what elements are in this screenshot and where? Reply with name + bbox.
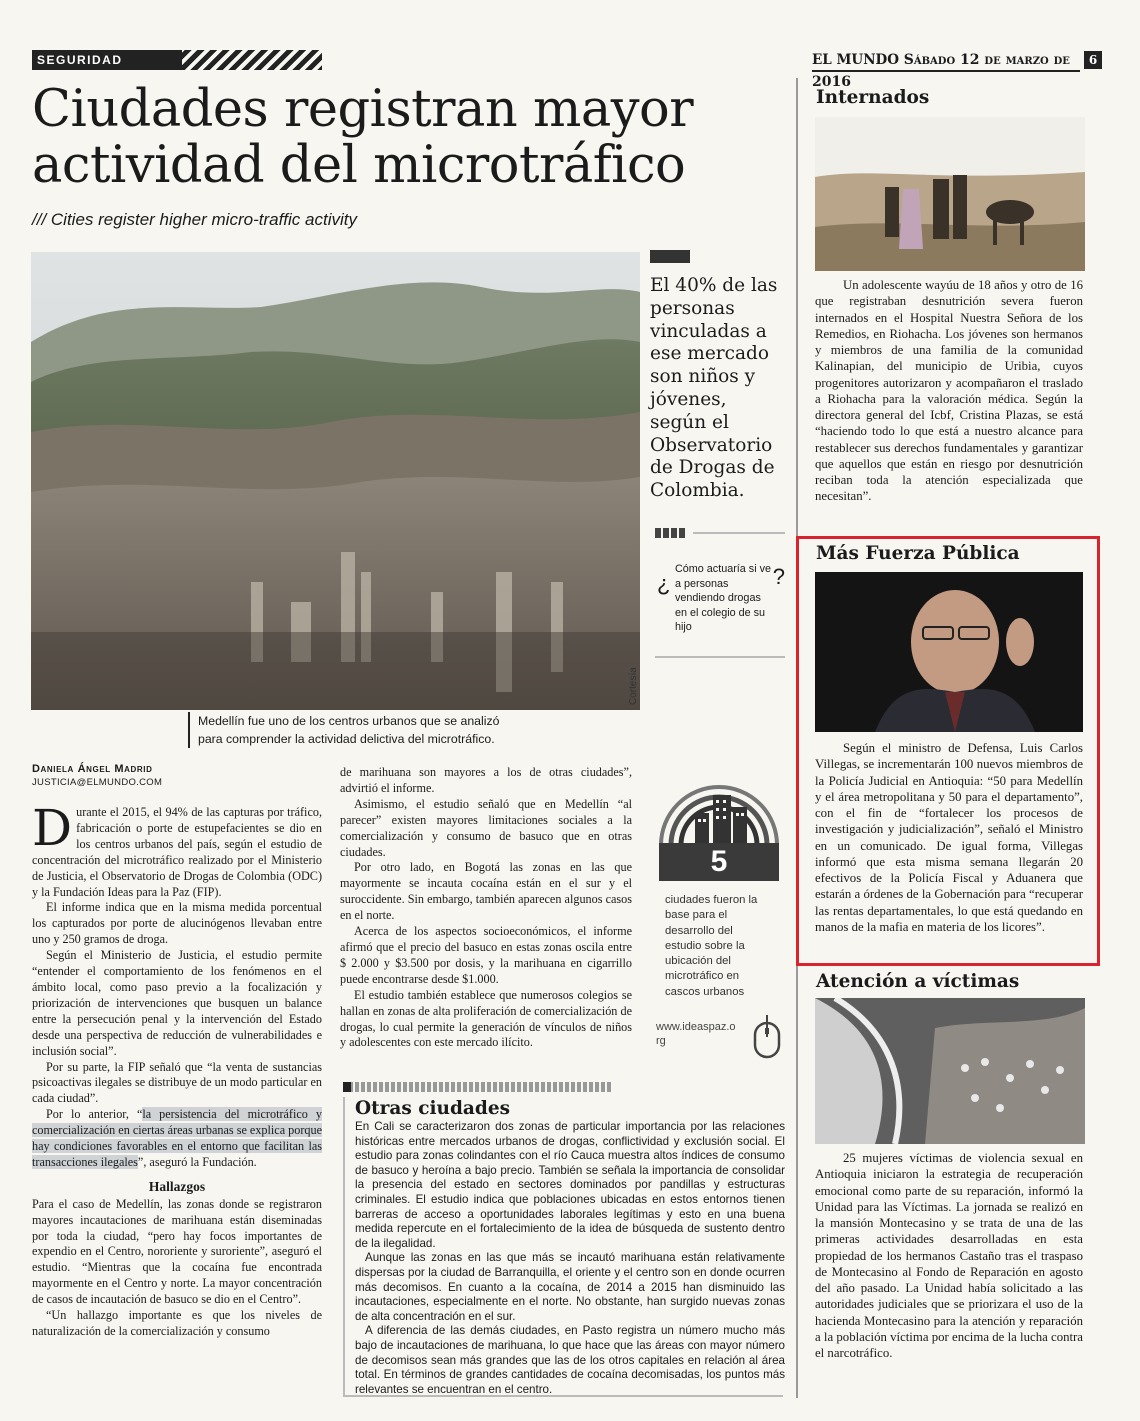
minister-photo <box>815 572 1083 732</box>
paragraph: “Un hallazgo importante es que los niveles de naturalización de la comercialización y consumo <box>32 1308 322 1338</box>
reader-question-box <box>655 528 785 658</box>
photo-credit: Cortesía <box>628 667 639 705</box>
website-reference: www.ideaspaz.org <box>656 1021 736 1047</box>
cities-infographic <box>655 765 787 998</box>
close-question-mark: ? <box>772 564 785 589</box>
headline <box>32 82 792 194</box>
box-frame-left <box>343 1097 345 1397</box>
otras-ciudades-title: Otras ciudades <box>355 1098 511 1119</box>
montecasino-photo <box>815 998 1085 1144</box>
photo-caption-line-1: Medellín fue uno de los centros urbanos que se analizó <box>198 714 500 728</box>
article-column-1 <box>32 799 322 1340</box>
byline-name: Daniela Ángel Madrid <box>32 763 153 775</box>
masthead-info <box>812 49 1102 90</box>
paragraph: 25 mujeres víctimas de violencia sexual en Antioquia iniciaron la estrategia de recuperación emocional como parte de su reparación, informó la Unidad para las Víctimas. La jornada se realizó en la mansión Montecasino y se trata de una de las primeras actividades desarrolladas en esta propiedad de los hermanos Castaño tras el traspaso de Montecasino al Fondo de Reparación en agosto del año pasado. La Unidad había solicitado a las autoridades judiciales que se priorizara el uso de la hacienda Montecasino para la atención y reparación a la población víctima por encima de la lucha contra el narcotráfico. <box>815 1151 1083 1360</box>
atencion-victimas-title: Atención a víctimas <box>816 971 1020 992</box>
highlighted-quote: la persistencia del microtráfico y comercialización en ciertas áreas urbanas se explica porque hay condiciones favorables en el entorno que facilitan las transacciones ilegales <box>32 1107 322 1169</box>
mas-fuerza-publica-text <box>815 740 1083 935</box>
open-question-mark: ¿ <box>657 571 671 596</box>
subheading-hallazgos: Hallazgos <box>148 1178 206 1194</box>
question-bar <box>655 528 687 538</box>
otras-ciudades-body <box>355 1120 785 1397</box>
paragraph: Aunque las zonas en las que más se incautó marihuana están relativamente dispersas por la ciudad de Barranquilla, el oriente y el centro son en donde ocurren más decomisos. En cuanto a la cocaína, de 2014 a 2015 han disminuido las incautaciones, especialmente en el norte. No obstante, han surgido nuevas zonas de alta concentración en el sur. <box>355 1251 785 1323</box>
photo-caption <box>188 712 650 748</box>
atencion-victimas-text <box>815 1150 1083 1361</box>
internados-text <box>815 277 1083 505</box>
paragraph: Según el ministro de Defensa, Luis Carlos Villegas, se incrementarán 100 nuevos miembros de la Policía Judicial en Antioquia: “50 para Medellín y el área metropolitana y 50 para el departamento”, con el fin de “fortalecer los procesos de investigación y judicialización”, señaló el Ministro en un comunicado. De igual forma, Villegas informó que esta misma semana llegarán 20 efectivos de la Policía Fiscal y Aduanera que estarán a órdenes de la Gobernación para “recuperar las rentas departamentales, lo que está quedando en manos de la mafia en materia de los licores”. <box>815 741 1083 934</box>
section-tag <box>32 50 322 70</box>
paragraph: Por otro lado, en Bogotá las zonas en las que mayormente se incauta cocaína están en el sur y el suroccidente. Sin embargo, también aparecen algunos casos en el norte. <box>340 860 632 923</box>
paper-name: EL MUNDO <box>812 52 900 68</box>
marker-lead <box>343 1082 351 1092</box>
buildings-icon <box>655 765 787 845</box>
paragraph: En Cali se caracterizaron dos zonas de particular importancia por las relaciones históricas entre mercados urbanos de drogas, conflictividad y exclusión social. El estudio para zonas colindantes con el río Cauca muestra altos índices de consumo de basuco y heroína a bajo precio. También se señala la importancia de consolidar la presencia del estado en sectores dominados por pandillas y estructuras criminales. El estudio indica que poblaciones ubicadas en estos entornos tienen barreras de acceso a oportunidades laborales legítimas y esto en una buena medida repercute en el fortalecimiento de la idea de búsqueda de sustento dentro de la ilegalidad. <box>355 1120 785 1250</box>
paragraph: de marihuana son mayores a los de otras ciudades”, advirtió el informe. <box>340 765 632 795</box>
mas-fuerza-publica-title: Más Fuerza Pública <box>816 543 1020 564</box>
pullquote-bar <box>650 250 690 263</box>
paragraph: Asimismo, el estudio señaló que en Medellín “al parecer” existen mayores limitaciones sociales a la comercialización y consumo de basuco que en otras ciudades. <box>340 796 632 859</box>
cities-count: 5 <box>659 843 779 881</box>
paragraph: Por su parte, la FIP señaló que “la venta de sustancias psicoactivas ilegales se distribuye de un modo particular en cada ciudad”. <box>32 1059 322 1106</box>
paragraph-text: urante el 2015, el 94% de las capturas por tráfico, fabricación o porte de estupefacientes se dio en los centros urbanos del país, según el estudio de concentración del microtráfico realizado por el Ministerio de Justicia, el Observatorio de Drogas de Colombia (ODC) y la Fundación Ideas para la Paz (FIP). <box>32 805 322 899</box>
photo-caption-line-2: para comprender la actividad delictiva del microtráfico. <box>198 732 495 746</box>
sidebar-marker <box>343 1082 613 1092</box>
mouse-icon <box>752 1015 782 1060</box>
paragraph: Para el caso de Medellín, las zonas donde se registraron mayores incautaciones de marihuana están diseminadas por toda la ciudad, “pero hay focos importantes de expendio en el Centro, nororiente y suroriente”, aseguró el estudio. “Mientras que la cocaína fue encontrada mayormente en el Centro y norte. La mayor concentración de casos de incautación de basuco se dio en el Centro”. <box>32 1196 322 1307</box>
paragraph: El informe indica que en la misma medida porcentual los capturados por porte de alucinógenos llevaban entre uno y 250 gramos de droga. <box>32 900 322 947</box>
drop-cap: D <box>32 799 73 857</box>
internados-title: Internados <box>816 87 930 108</box>
paragraph: A diferencia de las demás ciudades, en Pasto registra un número mucho más bajo de incautaciones de marihuana, lo que hace que las áreas con mayor número de decomisos sean más grandes que las de los otros capitales en relación al área total. En términos de grandes cantidades de cocaína decomisadas, los puntos más relevantes se encuentran en el centro. <box>355 1324 785 1396</box>
headline-line-2: actividad del microtráfico <box>32 136 686 195</box>
byline-email: JUSTICIA@ELMUNDO.COM <box>32 777 163 788</box>
page-number: 6 <box>1084 51 1102 69</box>
header-rule <box>812 70 1080 72</box>
paragraph: Acerca de los aspectos socioeconómicos, el informe afirmó que el precio del basuco en estas zonas oscila entre $ 2.000 y $3.500 por dosis, y la marihuana en cigarrillo puede encontrarse desde $1.000. <box>340 924 632 986</box>
question-rule <box>693 532 785 534</box>
issue-date: Sábado 12 de marzo de 2016 <box>812 52 1070 90</box>
paragraph-text: ”, aseguró la Fundación. <box>137 1154 257 1169</box>
question-text: Cómo actuaría si ve a personas vendiendo drogas en el colegio de su hijo <box>675 563 772 633</box>
section-label: SEGURIDAD <box>32 50 182 70</box>
wayuu-family-photo <box>815 117 1085 271</box>
article-column-2 <box>340 765 632 1051</box>
pull-quote: El 40% de las personas vinculadas a ese mercado son niños y jóvenes, según el Observatorio de Drogas de Colombia. <box>650 275 778 502</box>
headline-line-1: Ciudades registran mayor <box>32 80 694 139</box>
paragraph: El estudio también establece que numerosos colegios se hallan en zonas de alta proliferación de comercialización de drogas, lo cual permite la generación de vínculos de niños y adolescentes con este mercado ilícito. <box>340 987 632 1050</box>
byline <box>32 763 312 788</box>
english-subhead: /// Cities register higher micro-traffic activity <box>32 210 357 229</box>
paragraph <box>32 799 322 900</box>
paragraph: Según el Ministerio de Justicia, el estudio permite “entender el comportamiento de los fenómenos en el ámbito local, como paso previo a la focalización y priorización de intervenciones que busquen un balance entre la persecución penal y la intervención del Estado desde una perspectiva de reducción de vulnerabilidades e inclusión social”. <box>32 948 322 1058</box>
paragraph-text: Por lo anterior, “ <box>46 1107 143 1122</box>
medellin-aerial-photo <box>31 252 640 710</box>
paragraph <box>32 1107 322 1171</box>
cities-count-text: ciudades fueron la base para el desarrollo del estudio sobre la ubicación del microtráfico en cascos urbanos <box>665 894 758 998</box>
question-bottom-rule <box>655 656 785 658</box>
paragraph: Un adolescente wayúu de 18 años y otro de 16 que registraban desnutrición severa fueron internados en el Hospital Nuestra Señora de los Remedios, en Riohacha. Los jóvenes son hermanos y miembros de una familia de la comunidad Kalinapian, del municipio de Uribia, cuyos progenitores autorizaron y acompañaron el traslado a Riohacha para la valoración médica. Según la directora general del Icbf, Cristina Plazas, se está “haciendo todo lo que está a nuestro alcance para restablecer sus derechos fundamentales y garantizar que aquellos que están en riesgo por desnutrición reciban toda la atención especializada que necesitan”. <box>815 278 1083 504</box>
